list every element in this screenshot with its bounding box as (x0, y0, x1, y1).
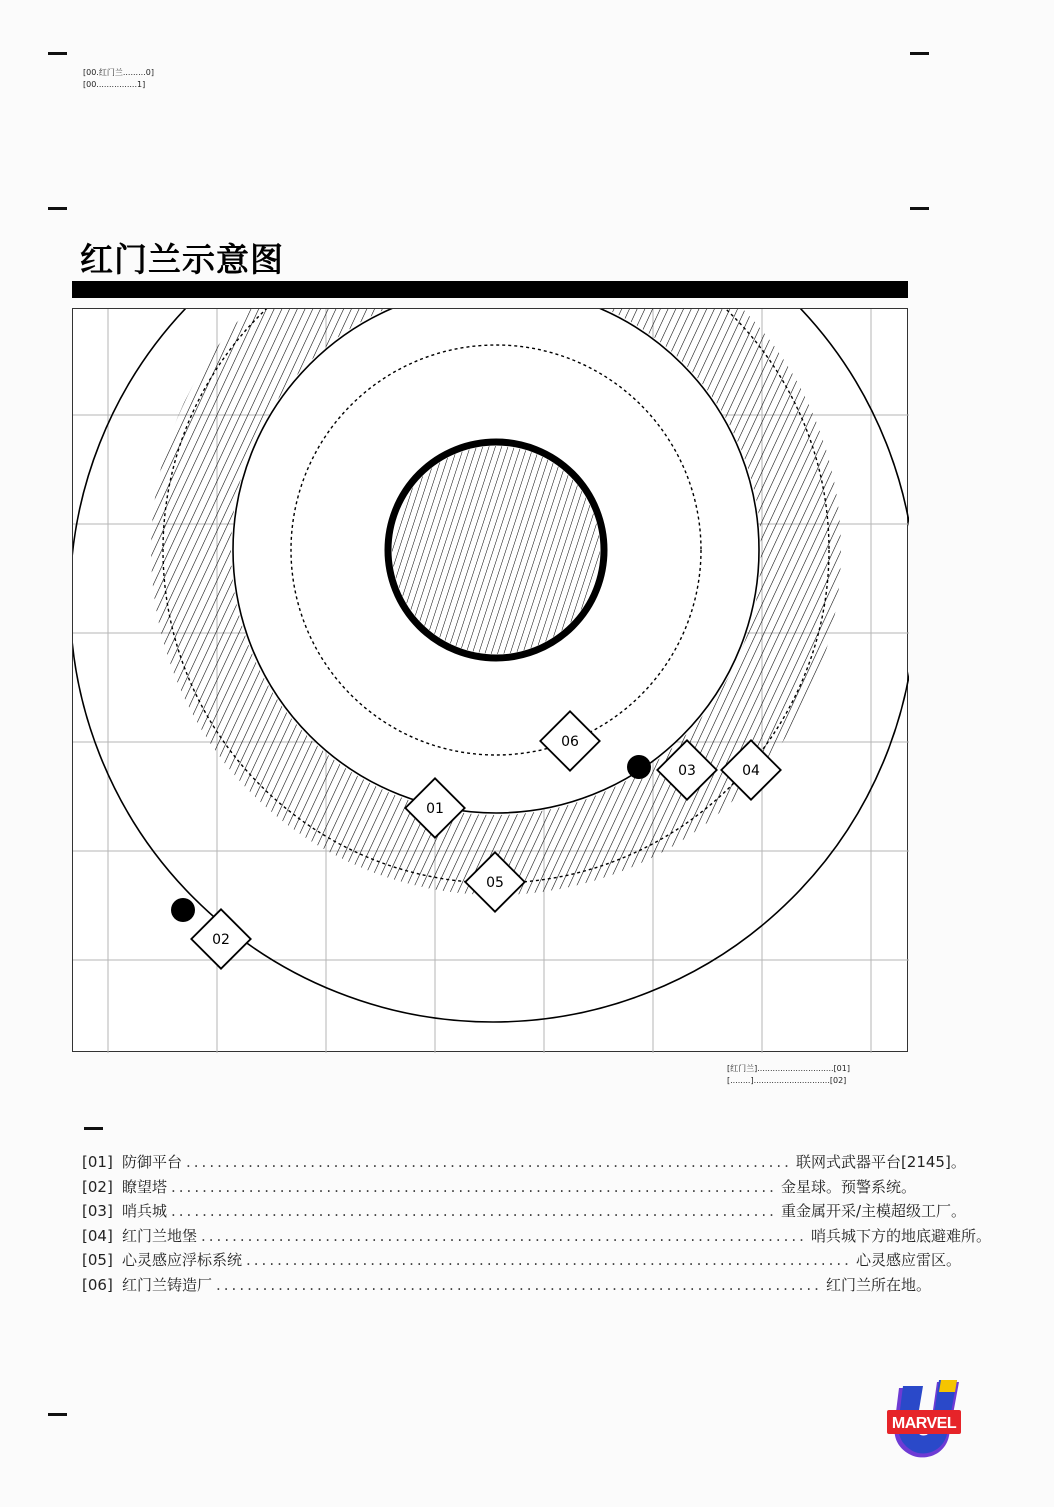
legend-name: 心灵感应浮标系统 (122, 1251, 243, 1269)
section-divider (84, 1127, 103, 1130)
title-underline-bar (72, 281, 908, 298)
marker-03-label: 03 (678, 763, 696, 779)
map-caption-1: [红门兰]..............................[01] (727, 1064, 850, 1073)
marker-02-label: 02 (212, 932, 230, 948)
map-svg (73, 309, 909, 1053)
page-title: 红门兰示意图 (80, 240, 284, 279)
legend-number: [03] (82, 1202, 113, 1220)
corner-tick (910, 52, 929, 55)
marker-04-label: 04 (742, 763, 760, 779)
corner-tick (910, 207, 929, 210)
map-diagram (72, 308, 908, 1052)
leader-dots: .............................................................................. (246, 1251, 852, 1269)
legend-item (82, 1249, 961, 1274)
legend-number: [05] (82, 1251, 113, 1269)
legend-description: 联网式武器平台[2145]。 (795, 1153, 966, 1171)
legend-description: 重金属开采/主模超级工厂。 (780, 1202, 966, 1220)
logo-wordmark: MARVEL (891, 1415, 957, 1432)
legend-description: 心灵感应雷区。 (855, 1251, 961, 1269)
legend-description: 金星球。预警系统。 (780, 1177, 916, 1196)
watchtower-dot (171, 898, 195, 922)
leader-dots: .............................................................................. (186, 1153, 792, 1171)
legend-list (82, 1151, 991, 1298)
legend-item (82, 1151, 966, 1176)
marvel-unlimited-logo-icon (885, 1380, 965, 1462)
legend-number: [01] (82, 1153, 113, 1171)
corner-tick (48, 52, 67, 55)
leader-dots: .............................................................................. (201, 1226, 807, 1245)
legend-number: [04] (82, 1226, 113, 1245)
legend-name: 红门兰地堡 (122, 1226, 198, 1245)
legend-item (82, 1274, 931, 1299)
header-ref-1: [00.红门兰.........0] (83, 68, 154, 77)
legend-number: [06] (82, 1275, 113, 1294)
legend-description: 红门兰所在地。 (825, 1275, 931, 1294)
legend-name: 瞭望塔 (122, 1177, 168, 1196)
legend-item (82, 1176, 916, 1201)
header-ref-2: [00................1] (83, 80, 146, 89)
legend-name: 哨兵城 (122, 1202, 168, 1220)
corner-tick (48, 1413, 67, 1416)
legend-item (82, 1200, 966, 1225)
marker-05-label: 05 (486, 875, 504, 891)
corner-tick (48, 207, 67, 210)
legend-description: 哨兵城下方的地底避难所。 (810, 1226, 991, 1245)
marker-01-label: 01 (426, 801, 444, 817)
legend-number: [02] (82, 1177, 113, 1196)
sentinel-dot (627, 755, 651, 779)
legend-item (82, 1225, 991, 1250)
leader-dots: .............................................................................. (171, 1177, 777, 1196)
leader-dots: .............................................................................. (216, 1275, 822, 1294)
marker-06-label: 06 (561, 734, 579, 750)
leader-dots: .............................................................................. (171, 1202, 777, 1220)
legend-name: 红门兰铸造厂 (122, 1275, 213, 1294)
legend-name: 防御平台 (122, 1153, 183, 1171)
core-hatch (392, 446, 600, 654)
map-caption-2: [........]..............................[02] (727, 1076, 847, 1085)
